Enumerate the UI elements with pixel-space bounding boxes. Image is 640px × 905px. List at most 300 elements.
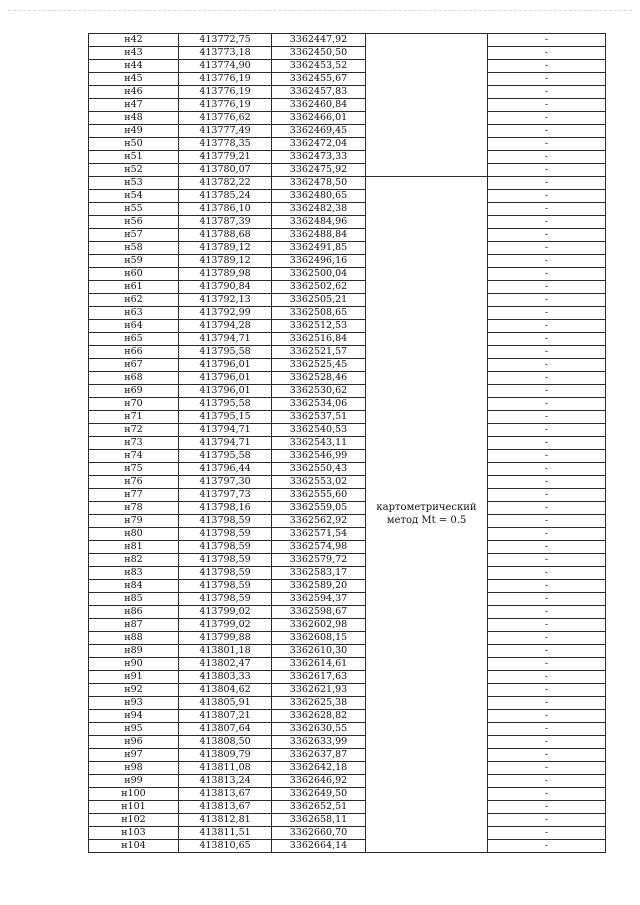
point-name-cell: н57: [89, 229, 179, 242]
accuracy-cell: -: [488, 47, 606, 60]
accuracy-cell: -: [488, 359, 606, 372]
table-row: [89, 242, 606, 255]
table-row: [89, 229, 606, 242]
y-coordinate-cell: 3362553,02: [272, 476, 366, 489]
table-row: [89, 567, 606, 580]
accuracy-cell: -: [488, 424, 606, 437]
accuracy-cell: -: [488, 788, 606, 801]
table-row: [89, 268, 606, 281]
point-name-cell: н52: [89, 164, 179, 177]
x-coordinate-cell: 413803,33: [179, 671, 272, 684]
accuracy-cell: -: [488, 164, 606, 177]
x-coordinate-cell: 413789,98: [179, 268, 272, 281]
accuracy-cell: -: [488, 73, 606, 86]
x-coordinate-cell: 413776,19: [179, 73, 272, 86]
y-coordinate-cell: 3362453,52: [272, 60, 366, 73]
point-name-cell: н53: [89, 177, 179, 190]
accuracy-cell: -: [488, 840, 606, 853]
accuracy-cell: -: [488, 606, 606, 619]
x-coordinate-cell: 413798,16: [179, 502, 272, 515]
point-name-cell: н60: [89, 268, 179, 281]
y-coordinate-cell: 3362642,18: [272, 762, 366, 775]
table-row: [89, 164, 606, 177]
x-coordinate-cell: 413796,01: [179, 372, 272, 385]
accuracy-cell: -: [488, 554, 606, 567]
y-coordinate-cell: 3362625,38: [272, 697, 366, 710]
accuracy-cell: -: [488, 632, 606, 645]
y-coordinate-cell: 3362502,62: [272, 281, 366, 294]
y-coordinate-cell: 3362472,04: [272, 138, 366, 151]
point-name-cell: н59: [89, 255, 179, 268]
y-coordinate-cell: 3362589,20: [272, 580, 366, 593]
point-name-cell: н99: [89, 775, 179, 788]
point-name-cell: н96: [89, 736, 179, 749]
y-coordinate-cell: 3362617,63: [272, 671, 366, 684]
x-coordinate-cell: 413788,68: [179, 229, 272, 242]
y-coordinate-cell: 3362455,67: [272, 73, 366, 86]
y-coordinate-cell: 3362646,92: [272, 775, 366, 788]
table-row: [89, 424, 606, 437]
accuracy-cell: -: [488, 736, 606, 749]
point-name-cell: н89: [89, 645, 179, 658]
x-coordinate-cell: 413786,10: [179, 203, 272, 216]
accuracy-cell: -: [488, 762, 606, 775]
accuracy-cell: -: [488, 775, 606, 788]
accuracy-cell: -: [488, 281, 606, 294]
accuracy-cell: -: [488, 112, 606, 125]
accuracy-cell: -: [488, 463, 606, 476]
point-name-cell: н66: [89, 346, 179, 359]
y-coordinate-cell: 3362491,85: [272, 242, 366, 255]
table-row: [89, 294, 606, 307]
accuracy-cell: -: [488, 86, 606, 99]
table-row: [89, 372, 606, 385]
table-row: [89, 359, 606, 372]
accuracy-cell: -: [488, 814, 606, 827]
y-coordinate-cell: 3362621,93: [272, 684, 366, 697]
accuracy-cell: -: [488, 580, 606, 593]
accuracy-cell: -: [488, 827, 606, 840]
table-row: [89, 502, 606, 515]
accuracy-cell: -: [488, 593, 606, 606]
y-coordinate-cell: 3362633,99: [272, 736, 366, 749]
x-coordinate-cell: 413809,79: [179, 749, 272, 762]
x-coordinate-cell: 413807,21: [179, 710, 272, 723]
y-coordinate-cell: 3362610,30: [272, 645, 366, 658]
coordinates-table-body: [89, 34, 606, 853]
y-coordinate-cell: 3362664,14: [272, 840, 366, 853]
accuracy-cell: -: [488, 255, 606, 268]
y-coordinate-cell: 3362555,60: [272, 489, 366, 502]
y-coordinate-cell: 3362516,84: [272, 333, 366, 346]
y-coordinate-cell: 3362534,06: [272, 398, 366, 411]
point-name-cell: н63: [89, 307, 179, 320]
table-row: [89, 593, 606, 606]
accuracy-cell: -: [488, 229, 606, 242]
x-coordinate-cell: 413796,44: [179, 463, 272, 476]
y-coordinate-cell: 3362512,53: [272, 320, 366, 333]
y-coordinate-cell: 3362457,83: [272, 86, 366, 99]
x-coordinate-cell: 413790,84: [179, 281, 272, 294]
x-coordinate-cell: 413792,13: [179, 294, 272, 307]
x-coordinate-cell: 413813,67: [179, 801, 272, 814]
point-name-cell: н71: [89, 411, 179, 424]
accuracy-cell: -: [488, 528, 606, 541]
accuracy-cell: -: [488, 697, 606, 710]
accuracy-cell: -: [488, 177, 606, 190]
x-coordinate-cell: 413808,50: [179, 736, 272, 749]
table-row: [89, 788, 606, 801]
table-row: [89, 47, 606, 60]
table-row: [89, 307, 606, 320]
x-coordinate-cell: 413773,18: [179, 47, 272, 60]
accuracy-cell: -: [488, 567, 606, 580]
x-coordinate-cell: 413794,71: [179, 424, 272, 437]
point-name-cell: н50: [89, 138, 179, 151]
accuracy-cell: -: [488, 801, 606, 814]
point-name-cell: н68: [89, 372, 179, 385]
accuracy-cell: -: [488, 242, 606, 255]
x-coordinate-cell: 413789,12: [179, 255, 272, 268]
accuracy-cell: -: [488, 385, 606, 398]
table-row: [89, 762, 606, 775]
x-coordinate-cell: 413794,28: [179, 320, 272, 333]
x-coordinate-cell: 413796,01: [179, 359, 272, 372]
x-coordinate-cell: 413810,65: [179, 840, 272, 853]
y-coordinate-cell: 3362571,54: [272, 528, 366, 541]
point-name-cell: н84: [89, 580, 179, 593]
point-name-cell: н44: [89, 60, 179, 73]
x-coordinate-cell: 413811,51: [179, 827, 272, 840]
table-row: [89, 333, 606, 346]
x-coordinate-cell: 413811,08: [179, 762, 272, 775]
y-coordinate-cell: 3362562,92: [272, 515, 366, 528]
table-row: [89, 671, 606, 684]
x-coordinate-cell: 413798,59: [179, 554, 272, 567]
y-coordinate-cell: 3362525,45: [272, 359, 366, 372]
y-coordinate-cell: 3362482,38: [272, 203, 366, 216]
accuracy-cell: -: [488, 476, 606, 489]
y-coordinate-cell: 3362614,61: [272, 658, 366, 671]
point-name-cell: н77: [89, 489, 179, 502]
accuracy-cell: -: [488, 125, 606, 138]
x-coordinate-cell: 413795,58: [179, 346, 272, 359]
table-row: [89, 320, 606, 333]
y-coordinate-cell: 3362660,70: [272, 827, 366, 840]
point-name-cell: н82: [89, 554, 179, 567]
x-coordinate-cell: 413795,58: [179, 450, 272, 463]
table-row: [89, 151, 606, 164]
point-name-cell: н64: [89, 320, 179, 333]
x-coordinate-cell: 413792,99: [179, 307, 272, 320]
x-coordinate-cell: 413795,58: [179, 398, 272, 411]
table-row: [89, 580, 606, 593]
page-top-rule: [8, 10, 632, 11]
y-coordinate-cell: 3362579,72: [272, 554, 366, 567]
x-coordinate-cell: 413798,59: [179, 567, 272, 580]
point-name-cell: н75: [89, 463, 179, 476]
accuracy-cell: -: [488, 489, 606, 502]
y-coordinate-cell: 3362602,98: [272, 619, 366, 632]
table-row: [89, 138, 606, 151]
point-name-cell: н67: [89, 359, 179, 372]
x-coordinate-cell: 413774,90: [179, 60, 272, 73]
y-coordinate-cell: 3362488,84: [272, 229, 366, 242]
point-name-cell: н73: [89, 437, 179, 450]
accuracy-cell: -: [488, 268, 606, 281]
table-row: [89, 814, 606, 827]
y-coordinate-cell: 3362608,15: [272, 632, 366, 645]
point-name-cell: н97: [89, 749, 179, 762]
y-coordinate-cell: 3362583,17: [272, 567, 366, 580]
x-coordinate-cell: 413798,59: [179, 515, 272, 528]
table-row: [89, 697, 606, 710]
table-row: [89, 437, 606, 450]
table-row: [89, 86, 606, 99]
point-name-cell: н78: [89, 502, 179, 515]
point-name-cell: н65: [89, 333, 179, 346]
accuracy-cell: -: [488, 151, 606, 164]
table-row: [89, 528, 606, 541]
point-name-cell: н55: [89, 203, 179, 216]
table-row: [89, 177, 606, 190]
point-name-cell: н61: [89, 281, 179, 294]
table-row: [89, 60, 606, 73]
point-name-cell: н92: [89, 684, 179, 697]
point-name-cell: н98: [89, 762, 179, 775]
x-coordinate-cell: 413776,19: [179, 99, 272, 112]
point-name-cell: н45: [89, 73, 179, 86]
point-name-cell: н87: [89, 619, 179, 632]
x-coordinate-cell: 413795,15: [179, 411, 272, 424]
accuracy-cell: -: [488, 34, 606, 47]
y-coordinate-cell: 3362521,57: [272, 346, 366, 359]
y-coordinate-cell: 3362469,45: [272, 125, 366, 138]
y-coordinate-cell: 3362484,96: [272, 216, 366, 229]
accuracy-cell: -: [488, 645, 606, 658]
point-name-cell: н80: [89, 528, 179, 541]
accuracy-cell: -: [488, 372, 606, 385]
point-name-cell: н58: [89, 242, 179, 255]
y-coordinate-cell: 3362628,82: [272, 710, 366, 723]
accuracy-cell: -: [488, 294, 606, 307]
y-coordinate-cell: 3362450,50: [272, 47, 366, 60]
point-name-cell: н103: [89, 827, 179, 840]
y-coordinate-cell: 3362528,46: [272, 372, 366, 385]
y-coordinate-cell: 3362598,67: [272, 606, 366, 619]
point-name-cell: н42: [89, 34, 179, 47]
table-row: [89, 658, 606, 671]
table-row: [89, 632, 606, 645]
accuracy-cell: -: [488, 450, 606, 463]
method-cell: картометрический метод Mt = 0.5: [366, 177, 488, 853]
table-row: [89, 203, 606, 216]
point-name-cell: н70: [89, 398, 179, 411]
accuracy-cell: -: [488, 60, 606, 73]
accuracy-cell: -: [488, 710, 606, 723]
y-coordinate-cell: 3362543,11: [272, 437, 366, 450]
accuracy-cell: -: [488, 437, 606, 450]
point-name-cell: н94: [89, 710, 179, 723]
table-row: [89, 541, 606, 554]
x-coordinate-cell: 413805,91: [179, 697, 272, 710]
x-coordinate-cell: 413777,49: [179, 125, 272, 138]
table-row: [89, 73, 606, 86]
x-coordinate-cell: 413798,59: [179, 541, 272, 554]
y-coordinate-cell: 3362508,65: [272, 307, 366, 320]
x-coordinate-cell: 413813,24: [179, 775, 272, 788]
x-coordinate-cell: 413776,62: [179, 112, 272, 125]
accuracy-cell: -: [488, 138, 606, 151]
y-coordinate-cell: 3362500,04: [272, 268, 366, 281]
table-row: [89, 554, 606, 567]
coordinates-table: [88, 33, 606, 853]
table-row: [89, 34, 606, 47]
point-name-cell: н88: [89, 632, 179, 645]
x-coordinate-cell: 413798,59: [179, 593, 272, 606]
point-name-cell: н93: [89, 697, 179, 710]
accuracy-cell: -: [488, 515, 606, 528]
accuracy-cell: -: [488, 502, 606, 515]
point-name-cell: н72: [89, 424, 179, 437]
table-row: [89, 827, 606, 840]
point-name-cell: н48: [89, 112, 179, 125]
method-cell-empty: [366, 34, 488, 177]
point-name-cell: н47: [89, 99, 179, 112]
y-coordinate-cell: 3362466,01: [272, 112, 366, 125]
table-row: [89, 489, 606, 502]
y-coordinate-cell: 3362475,92: [272, 164, 366, 177]
point-name-cell: н79: [89, 515, 179, 528]
x-coordinate-cell: 413794,71: [179, 437, 272, 450]
accuracy-cell: -: [488, 203, 606, 216]
table-row: [89, 385, 606, 398]
accuracy-cell: -: [488, 619, 606, 632]
table-row: [89, 710, 606, 723]
table-row: [89, 411, 606, 424]
accuracy-cell: -: [488, 671, 606, 684]
y-coordinate-cell: 3362478,50: [272, 177, 366, 190]
accuracy-cell: -: [488, 346, 606, 359]
y-coordinate-cell: 3362460,84: [272, 99, 366, 112]
y-coordinate-cell: 3362559,05: [272, 502, 366, 515]
y-coordinate-cell: 3362546,99: [272, 450, 366, 463]
table-row: [89, 281, 606, 294]
accuracy-cell: -: [488, 216, 606, 229]
y-coordinate-cell: 3362480,65: [272, 190, 366, 203]
table-row: [89, 606, 606, 619]
point-name-cell: н56: [89, 216, 179, 229]
x-coordinate-cell: 413780,07: [179, 164, 272, 177]
x-coordinate-cell: 413798,59: [179, 580, 272, 593]
x-coordinate-cell: 413807,64: [179, 723, 272, 736]
x-coordinate-cell: 413799,02: [179, 606, 272, 619]
x-coordinate-cell: 413799,02: [179, 619, 272, 632]
table-row: [89, 476, 606, 489]
x-coordinate-cell: 413812,81: [179, 814, 272, 827]
point-name-cell: н86: [89, 606, 179, 619]
accuracy-cell: -: [488, 541, 606, 554]
table-row: [89, 398, 606, 411]
x-coordinate-cell: 413794,71: [179, 333, 272, 346]
x-coordinate-cell: 413801,18: [179, 645, 272, 658]
point-name-cell: н49: [89, 125, 179, 138]
x-coordinate-cell: 413799,88: [179, 632, 272, 645]
x-coordinate-cell: 413797,30: [179, 476, 272, 489]
table-row: [89, 749, 606, 762]
accuracy-cell: -: [488, 333, 606, 346]
y-coordinate-cell: 3362447,92: [272, 34, 366, 47]
y-coordinate-cell: 3362496,16: [272, 255, 366, 268]
x-coordinate-cell: 413782,22: [179, 177, 272, 190]
accuracy-cell: -: [488, 684, 606, 697]
point-name-cell: н51: [89, 151, 179, 164]
x-coordinate-cell: 413804,62: [179, 684, 272, 697]
table-row: [89, 619, 606, 632]
table-row: [89, 645, 606, 658]
y-coordinate-cell: 3362637,87: [272, 749, 366, 762]
table-row: [89, 736, 606, 749]
x-coordinate-cell: 413772,75: [179, 34, 272, 47]
table-row: [89, 125, 606, 138]
accuracy-cell: -: [488, 99, 606, 112]
x-coordinate-cell: 413797,73: [179, 489, 272, 502]
y-coordinate-cell: 3362574,98: [272, 541, 366, 554]
point-name-cell: н69: [89, 385, 179, 398]
table-row: [89, 775, 606, 788]
x-coordinate-cell: 413813,67: [179, 788, 272, 801]
table-row: [89, 190, 606, 203]
accuracy-cell: -: [488, 307, 606, 320]
point-name-cell: н62: [89, 294, 179, 307]
table-row: [89, 515, 606, 528]
accuracy-cell: -: [488, 749, 606, 762]
table-row: [89, 840, 606, 853]
table-row: [89, 216, 606, 229]
table-row: [89, 450, 606, 463]
point-name-cell: н90: [89, 658, 179, 671]
point-name-cell: н43: [89, 47, 179, 60]
y-coordinate-cell: 3362537,51: [272, 411, 366, 424]
point-name-cell: н91: [89, 671, 179, 684]
point-name-cell: н95: [89, 723, 179, 736]
point-name-cell: н74: [89, 450, 179, 463]
y-coordinate-cell: 3362540,53: [272, 424, 366, 437]
x-coordinate-cell: 413789,12: [179, 242, 272, 255]
x-coordinate-cell: 413802,47: [179, 658, 272, 671]
point-name-cell: н85: [89, 593, 179, 606]
y-coordinate-cell: 3362630,55: [272, 723, 366, 736]
accuracy-cell: -: [488, 411, 606, 424]
point-name-cell: н101: [89, 801, 179, 814]
table-row: [89, 723, 606, 736]
x-coordinate-cell: 413779,21: [179, 151, 272, 164]
accuracy-cell: -: [488, 190, 606, 203]
point-name-cell: н102: [89, 814, 179, 827]
table-row: [89, 99, 606, 112]
x-coordinate-cell: 413776,19: [179, 86, 272, 99]
y-coordinate-cell: 3362652,51: [272, 801, 366, 814]
y-coordinate-cell: 3362594,37: [272, 593, 366, 606]
accuracy-cell: -: [488, 398, 606, 411]
x-coordinate-cell: 413796,01: [179, 385, 272, 398]
accuracy-cell: -: [488, 320, 606, 333]
point-name-cell: н54: [89, 190, 179, 203]
table-row: [89, 346, 606, 359]
y-coordinate-cell: 3362649,50: [272, 788, 366, 801]
x-coordinate-cell: 413778,35: [179, 138, 272, 151]
y-coordinate-cell: 3362473,33: [272, 151, 366, 164]
